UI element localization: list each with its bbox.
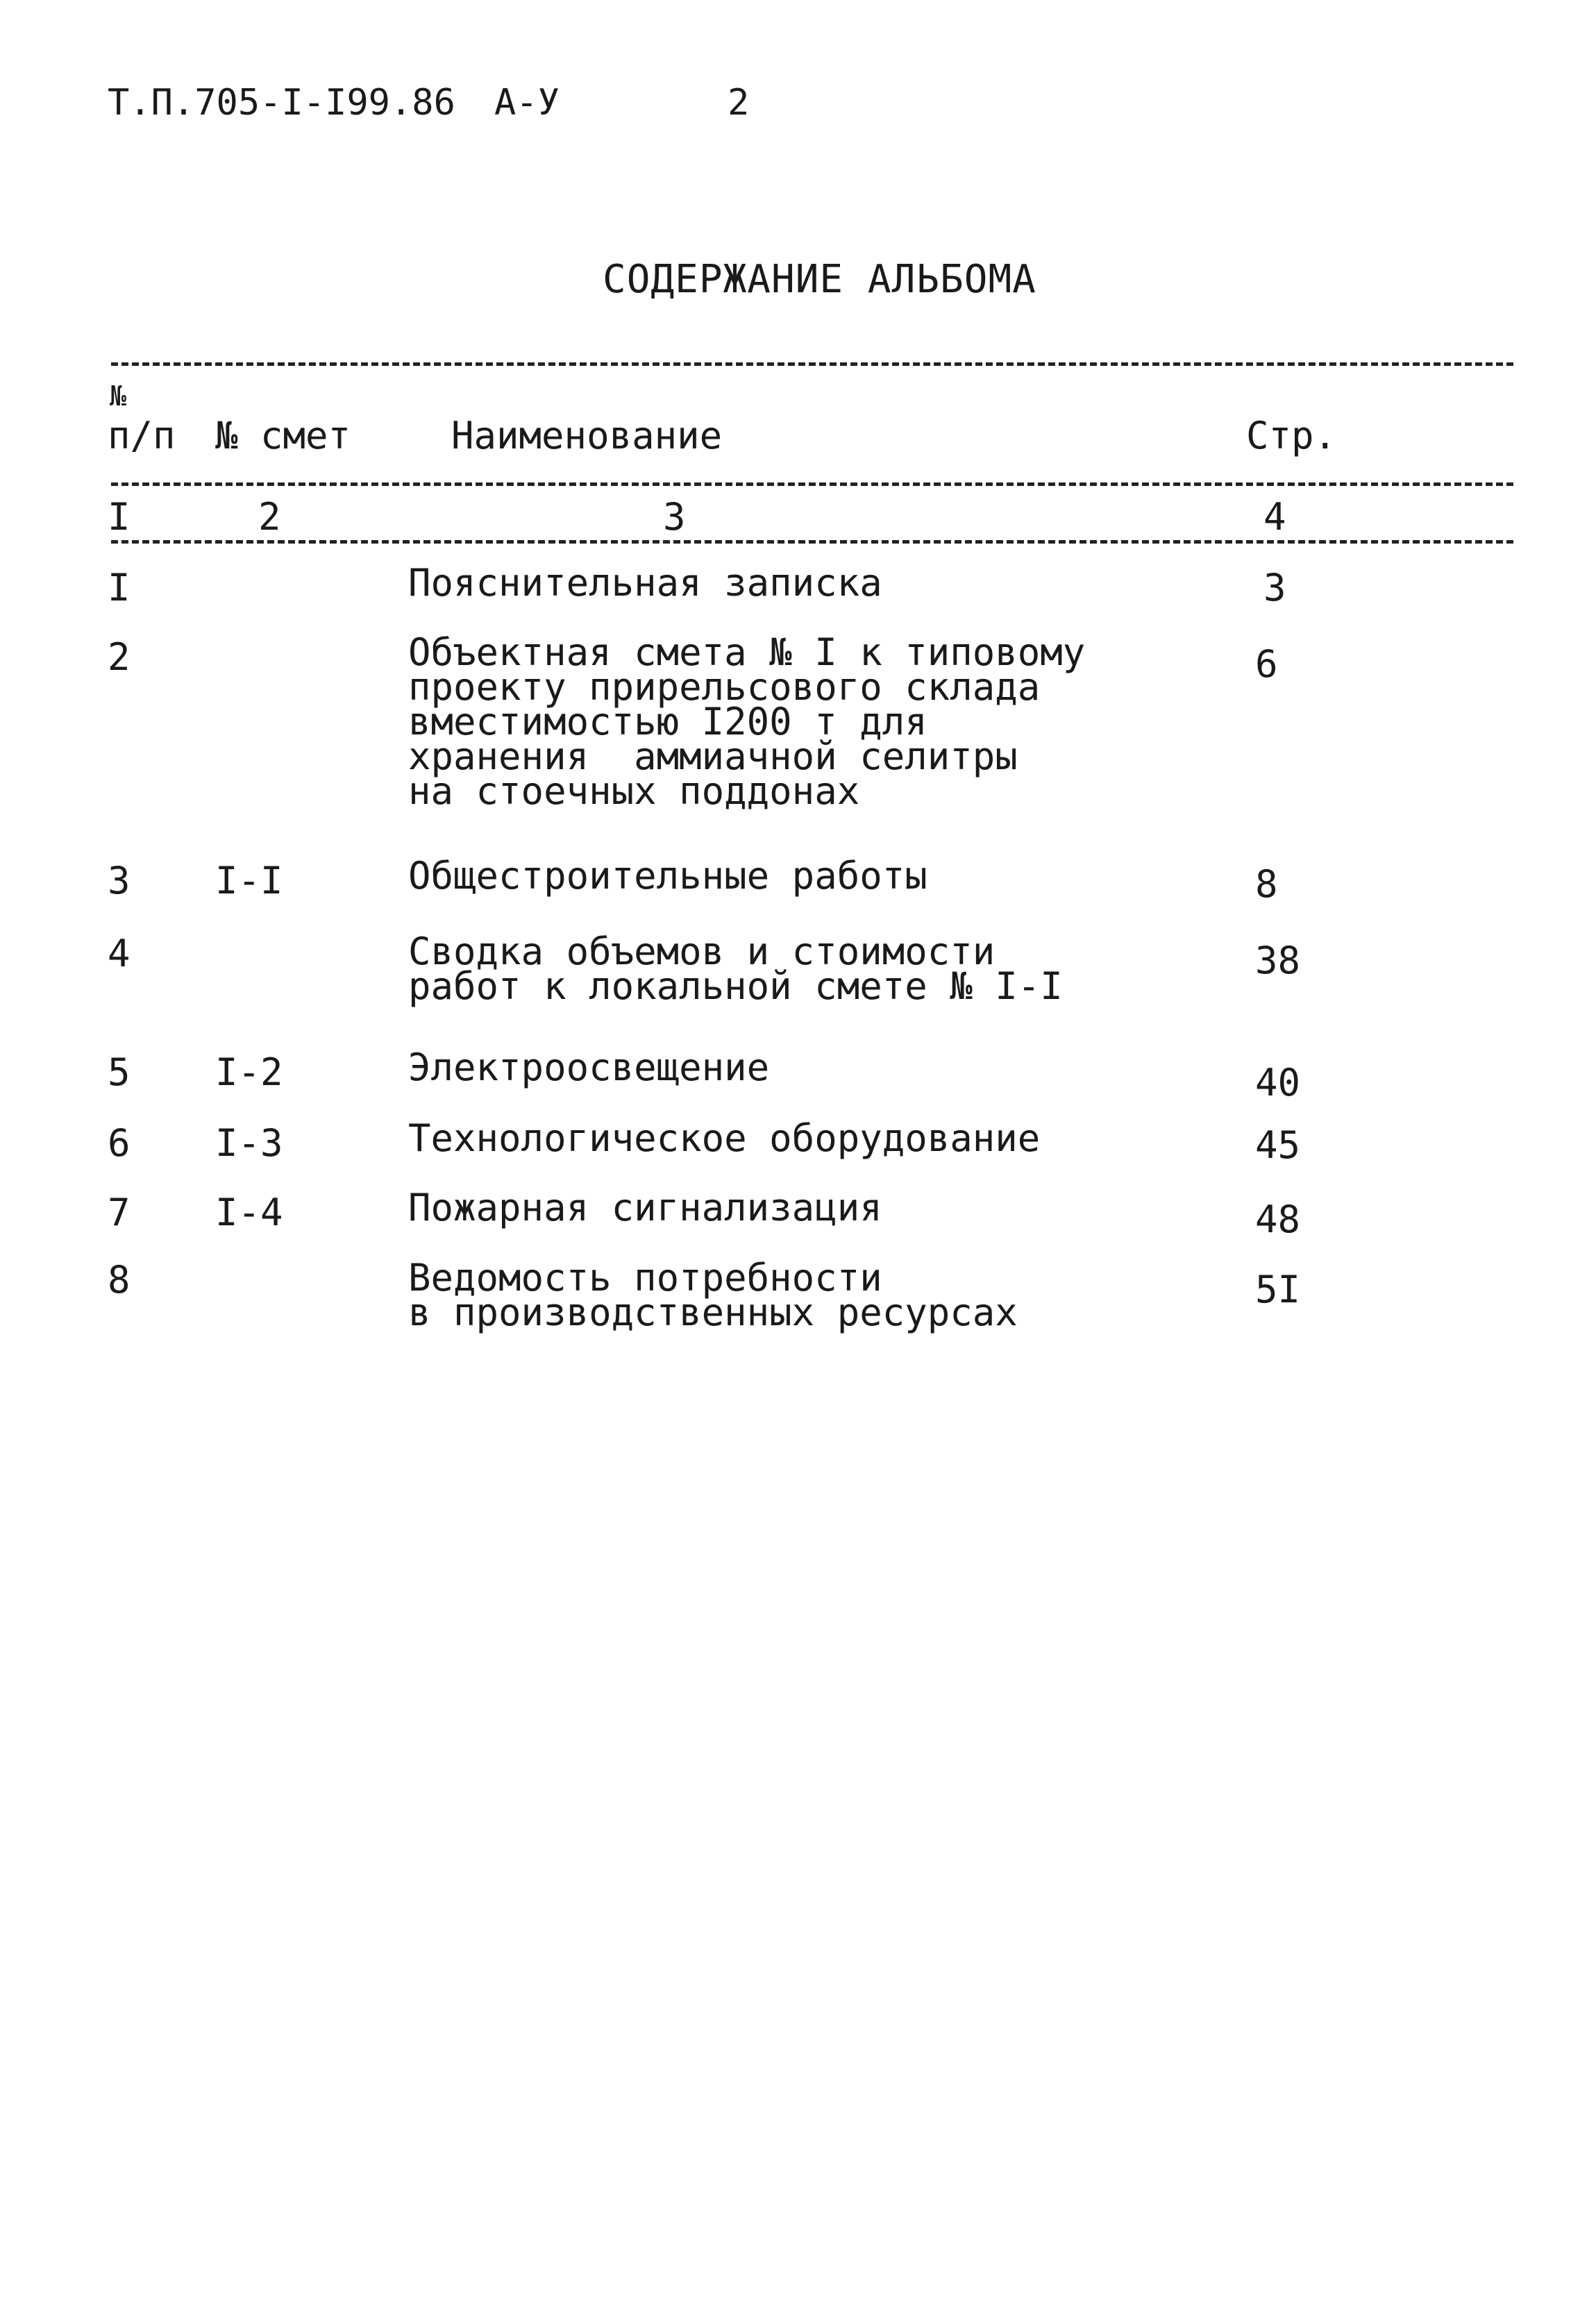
row-4-name: Сводка объемов и стоимости работ к локальной смете № I-I — [408, 930, 1063, 1008]
row-8-name: Ведомость потребности в производственных ресурсах — [408, 1256, 1018, 1334]
row-7-name: Пожарная сигнализация — [408, 1186, 882, 1229]
column-number-4: 4 — [1263, 495, 1286, 539]
row-6-page: 45 — [1255, 1123, 1301, 1167]
row-7-page: 48 — [1255, 1198, 1301, 1241]
row-6-num: 6 — [108, 1121, 131, 1165]
row-3-num: 3 — [108, 859, 131, 902]
row-2-name: Объектная смета № I к типовому проекту прирельсового склада вместимостью I200 т для хранения аммиачной селитры на стоечных поддонах — [408, 630, 1086, 813]
column-header-name: Наименование — [451, 414, 723, 457]
column-number-1: I — [108, 495, 131, 539]
row-5-num: 5 — [108, 1050, 131, 1094]
table-top-rule — [111, 362, 1513, 366]
row-5-smeta: I-2 — [215, 1050, 283, 1094]
row-2-num: 2 — [108, 635, 131, 679]
row-7-smeta: I-4 — [215, 1191, 283, 1234]
row-5-page: 40 — [1255, 1061, 1301, 1105]
row-7-num: 7 — [108, 1191, 131, 1234]
row-6-name: Технологическое оборудование — [408, 1116, 1041, 1160]
document-code: Т.П.705-I-I99.86 — [108, 82, 455, 124]
row-2-page: 6 — [1255, 642, 1278, 686]
row-1-page: 3 — [1263, 566, 1286, 610]
row-8-page: 5I — [1255, 1268, 1301, 1311]
row-1-num: I — [108, 566, 131, 610]
row-6-smeta: I-3 — [215, 1121, 283, 1165]
column-number-3: 3 — [663, 495, 686, 539]
page-number: 2 — [728, 82, 750, 124]
row-5-name: Электроосвещение — [408, 1045, 770, 1089]
column-header-page: Стр. — [1246, 414, 1337, 457]
page-title: СОДЕРЖАНИЕ АЛЬБОМА — [603, 257, 1036, 302]
row-3-name: Общестроительные работы — [408, 854, 927, 898]
row-4-num: 4 — [108, 932, 131, 975]
row-8-num: 8 — [108, 1258, 131, 1302]
column-header-smeta: № смет — [215, 414, 351, 457]
column-numbers-rule — [111, 540, 1513, 544]
row-3-smeta: I-I — [215, 859, 283, 902]
row-3-page: 8 — [1255, 862, 1278, 906]
column-header-num-symbol: № — [110, 380, 127, 412]
document-part: А-У — [494, 82, 560, 124]
row-1-name: Пояснительная записка — [408, 561, 882, 605]
column-number-2: 2 — [258, 495, 281, 539]
header-separator-rule — [111, 482, 1513, 486]
column-header-num: п/п — [108, 414, 176, 457]
row-4-page: 38 — [1255, 939, 1301, 982]
